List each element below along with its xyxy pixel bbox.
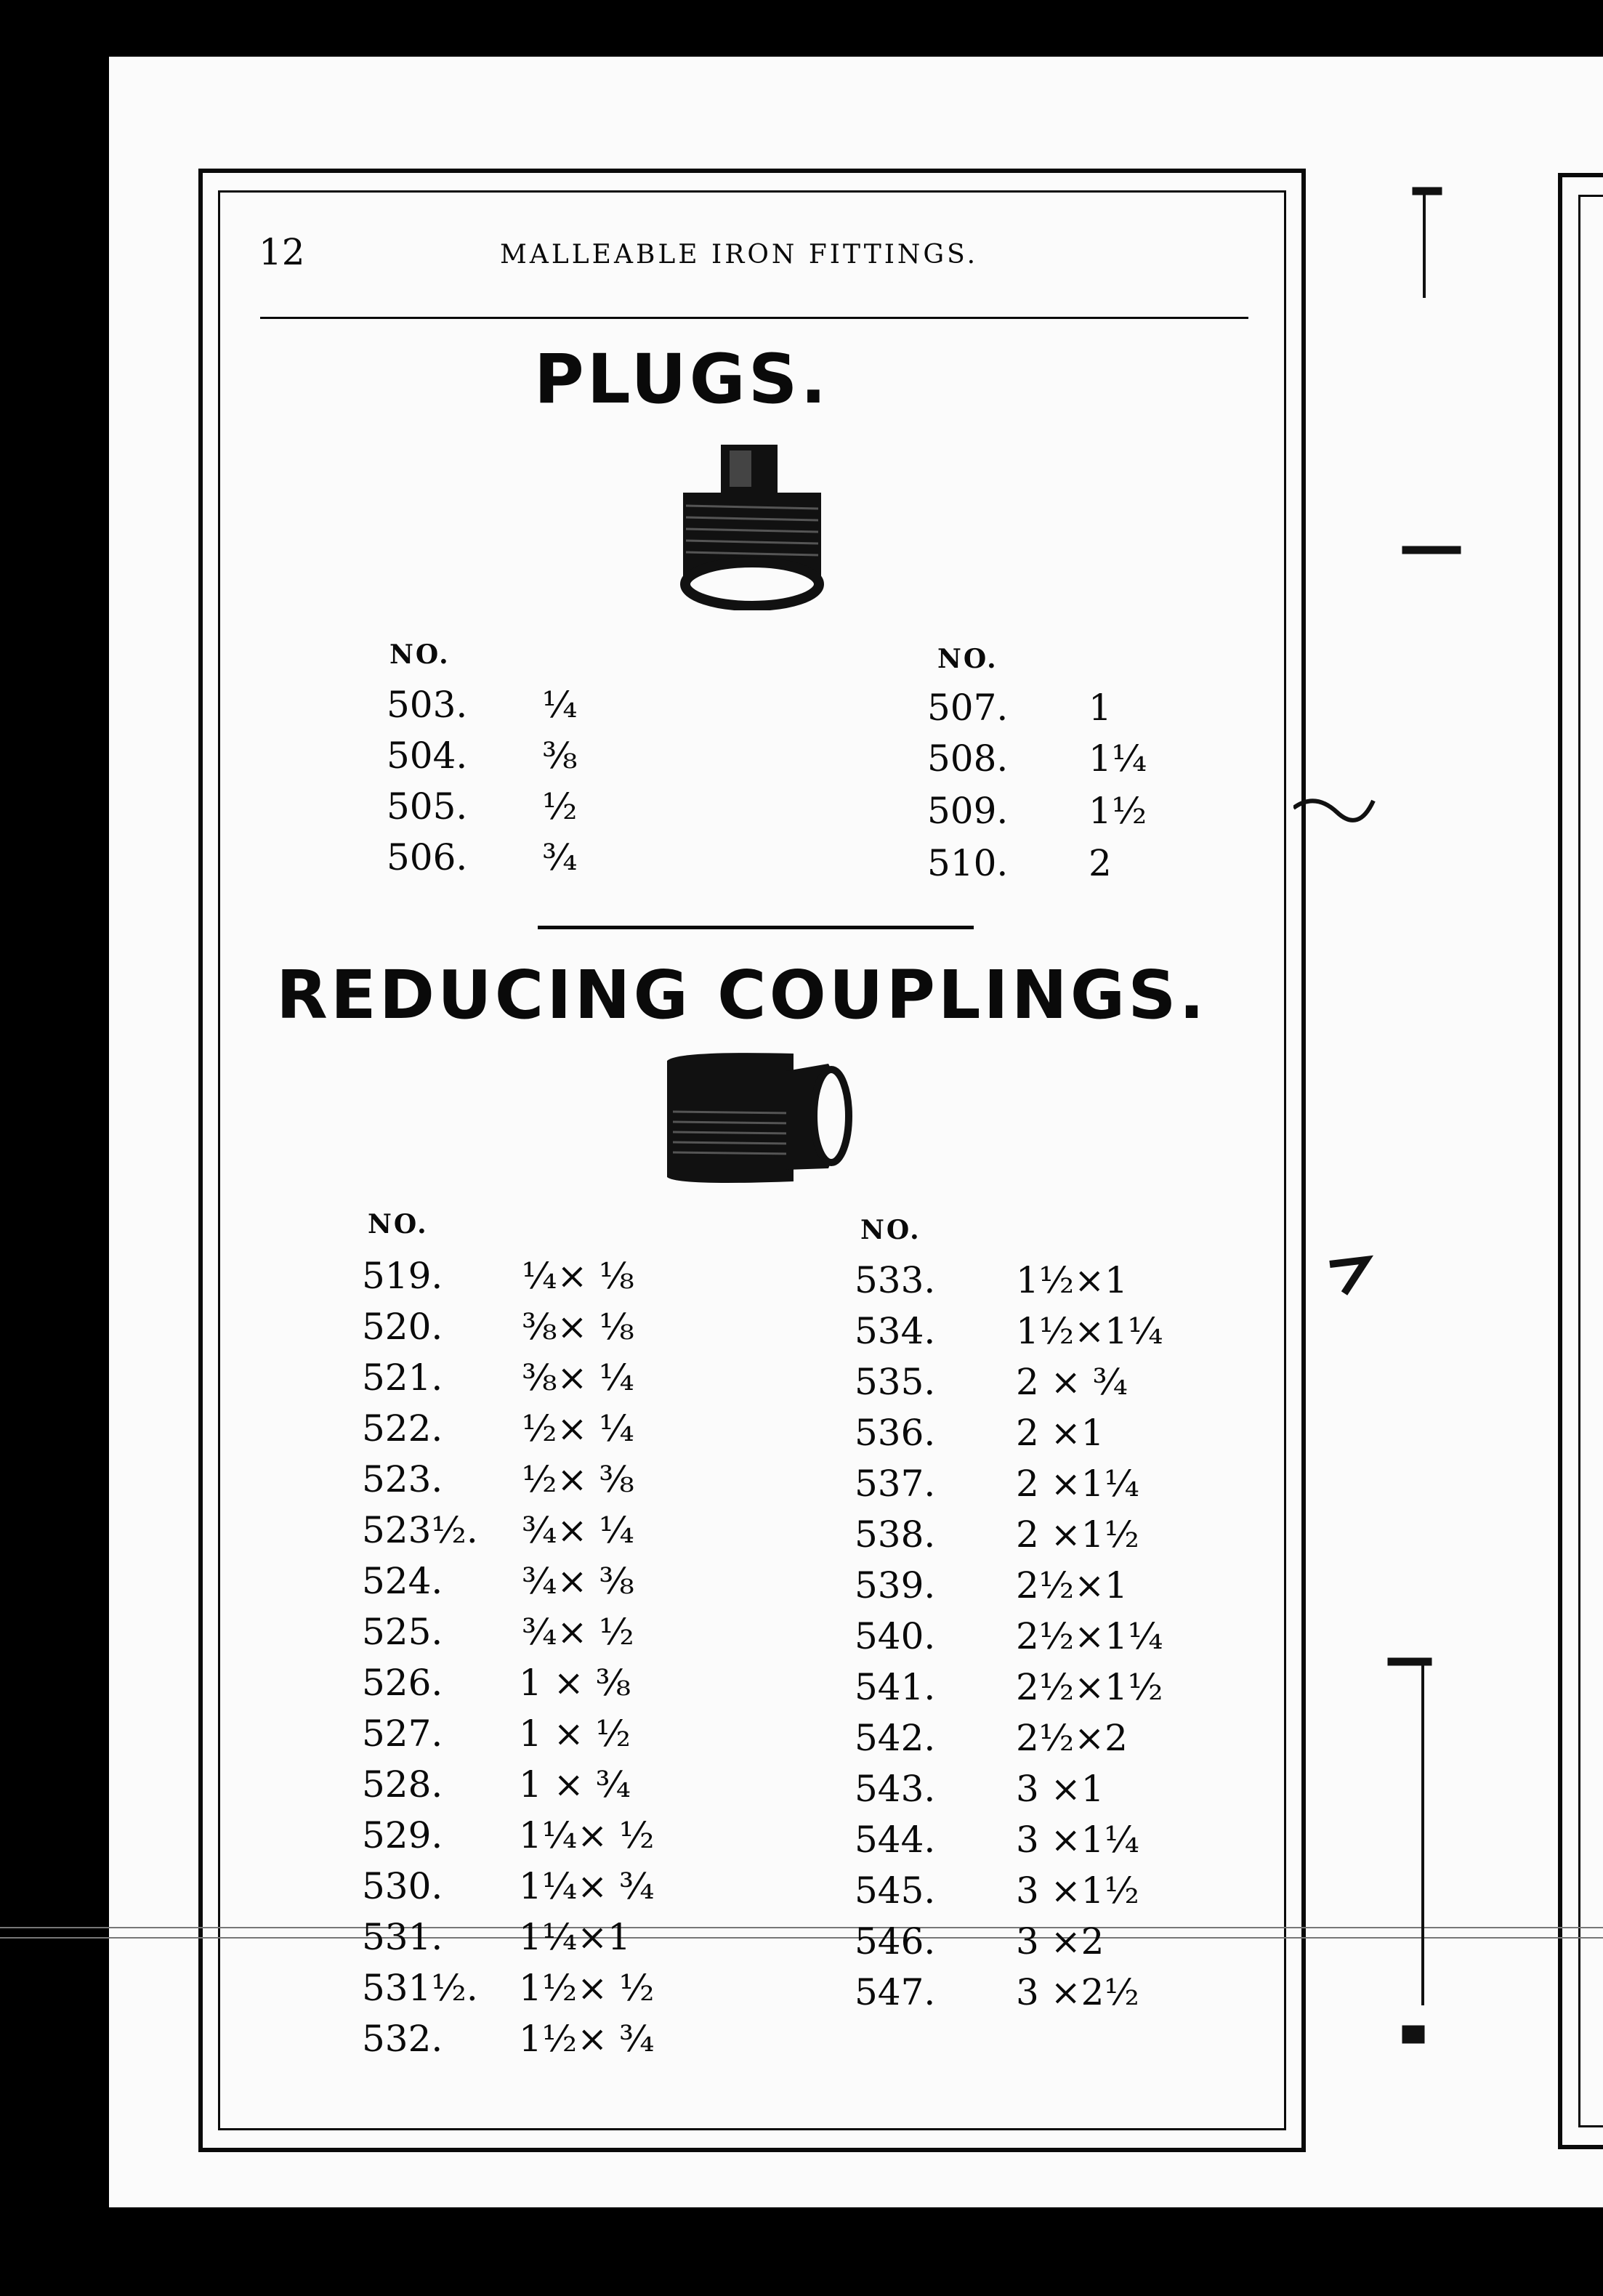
item-number: 527.	[362, 1713, 443, 1755]
item-size: 2½×1½	[1016, 1666, 1163, 1708]
column-heading-no: NO.	[860, 1215, 921, 1245]
item-size: ¾× ⅜	[522, 1560, 634, 1602]
item-size: 1¼×1	[519, 1916, 631, 1958]
item-size: 1½× ¾	[519, 2018, 655, 2060]
item-number: 543.	[855, 1768, 936, 1810]
item-size: 1½× ½	[519, 1967, 655, 2009]
item-size: 1¼× ¾	[519, 1865, 655, 1907]
item-number: 544.	[855, 1819, 936, 1861]
section-title-reducing-couplings: REDUCING COUPLINGS.	[276, 956, 1208, 1034]
item-size: ⅜	[542, 735, 578, 777]
item-number: 508.	[927, 737, 1009, 780]
item-number: 534.	[855, 1310, 936, 1352]
item-number: 537.	[855, 1463, 936, 1505]
item-number: 546.	[855, 1920, 936, 1962]
item-size: ¼	[542, 684, 578, 726]
item-size: ¾	[542, 836, 578, 878]
item-size: 1¼	[1089, 737, 1147, 780]
item-size: 1½	[1089, 790, 1147, 832]
item-number: 536.	[855, 1412, 936, 1454]
item-size: ¼× ⅛	[522, 1255, 634, 1297]
item-size: 3 ×1	[1016, 1768, 1105, 1810]
item-number: 525.	[362, 1611, 443, 1653]
item-size: 2	[1089, 842, 1112, 884]
item-size: 3 ×1¼	[1016, 1819, 1139, 1861]
item-size: 2½×2	[1016, 1717, 1128, 1759]
column-heading-no: NO.	[368, 1209, 429, 1240]
item-size: ¾× ¼	[522, 1509, 634, 1551]
item-number: 535.	[855, 1361, 936, 1403]
coupling-illustration	[663, 1046, 855, 1189]
item-number: 503.	[387, 684, 468, 726]
item-size: 1	[1089, 687, 1112, 729]
item-size: 1 × ½	[519, 1713, 631, 1755]
item-number: 526.	[362, 1662, 443, 1704]
page-number: 12	[259, 231, 305, 273]
section-divider	[538, 926, 974, 929]
item-size: 1½×1	[1016, 1259, 1128, 1301]
column-heading-no: NO.	[389, 639, 451, 670]
item-number: 531½.	[362, 1967, 478, 2009]
item-number: 539.	[855, 1564, 936, 1606]
item-size: 1 × ¾	[519, 1763, 631, 1806]
item-size: ⅜× ¼	[522, 1357, 634, 1399]
item-number: 509.	[927, 790, 1009, 832]
item-size: 3 ×1½	[1016, 1869, 1139, 1912]
plug-illustration	[676, 442, 828, 610]
item-number: 529.	[362, 1814, 443, 1856]
item-number: 530.	[362, 1865, 443, 1907]
item-number: 532.	[362, 2018, 443, 2060]
item-number: 531.	[362, 1916, 443, 1958]
item-number: 540.	[855, 1615, 936, 1657]
item-size: 2 ×1¼	[1016, 1463, 1139, 1505]
item-size: 3 ×2	[1016, 1920, 1105, 1962]
item-number: 506.	[387, 836, 468, 878]
item-number: 507.	[927, 687, 1009, 729]
item-size: ⅜× ⅛	[522, 1306, 634, 1348]
item-size: ½× ⅜	[522, 1458, 634, 1500]
item-size: 2½×1¼	[1016, 1615, 1163, 1657]
item-number: 533.	[855, 1259, 936, 1301]
item-number: 519.	[362, 1255, 443, 1297]
item-size: 2½×1	[1016, 1564, 1128, 1606]
section-title-plugs: PLUGS.	[533, 340, 830, 419]
item-size: 2 ×1½	[1016, 1513, 1139, 1556]
item-size: ½	[542, 785, 578, 828]
column-heading-no: NO.	[937, 644, 998, 674]
item-number: 505.	[387, 785, 468, 828]
item-size: ½× ¼	[522, 1407, 634, 1450]
item-size: 2 ×1	[1016, 1412, 1105, 1454]
item-size: 1½×1¼	[1016, 1310, 1163, 1352]
item-size: ¾× ½	[522, 1611, 634, 1653]
item-number: 538.	[855, 1513, 936, 1556]
item-number: 524.	[362, 1560, 443, 1602]
item-number: 547.	[855, 1971, 936, 2013]
item-size: 1 × ⅜	[519, 1662, 631, 1704]
item-number: 523.	[362, 1458, 443, 1500]
item-number: 528.	[362, 1763, 443, 1806]
item-number: 504.	[387, 735, 468, 777]
header-divider	[260, 317, 1248, 319]
running-title: MALLEABLE IRON FITTINGS.	[500, 240, 979, 270]
item-number: 521.	[362, 1357, 443, 1399]
item-number: 522.	[362, 1407, 443, 1450]
item-number: 542.	[855, 1717, 936, 1759]
item-number: 541.	[855, 1666, 936, 1708]
item-number: 510.	[927, 842, 1009, 884]
item-number: 520.	[362, 1306, 443, 1348]
item-size: 3 ×2½	[1016, 1971, 1139, 2013]
next-page-border-inner	[1578, 195, 1603, 2127]
adjacent-page-marks	[1293, 174, 1555, 2063]
item-number: 545.	[855, 1869, 936, 1912]
item-number: 523½.	[362, 1509, 478, 1551]
item-size: 2 × ¾	[1016, 1361, 1128, 1403]
item-size: 1¼× ½	[519, 1814, 655, 1856]
